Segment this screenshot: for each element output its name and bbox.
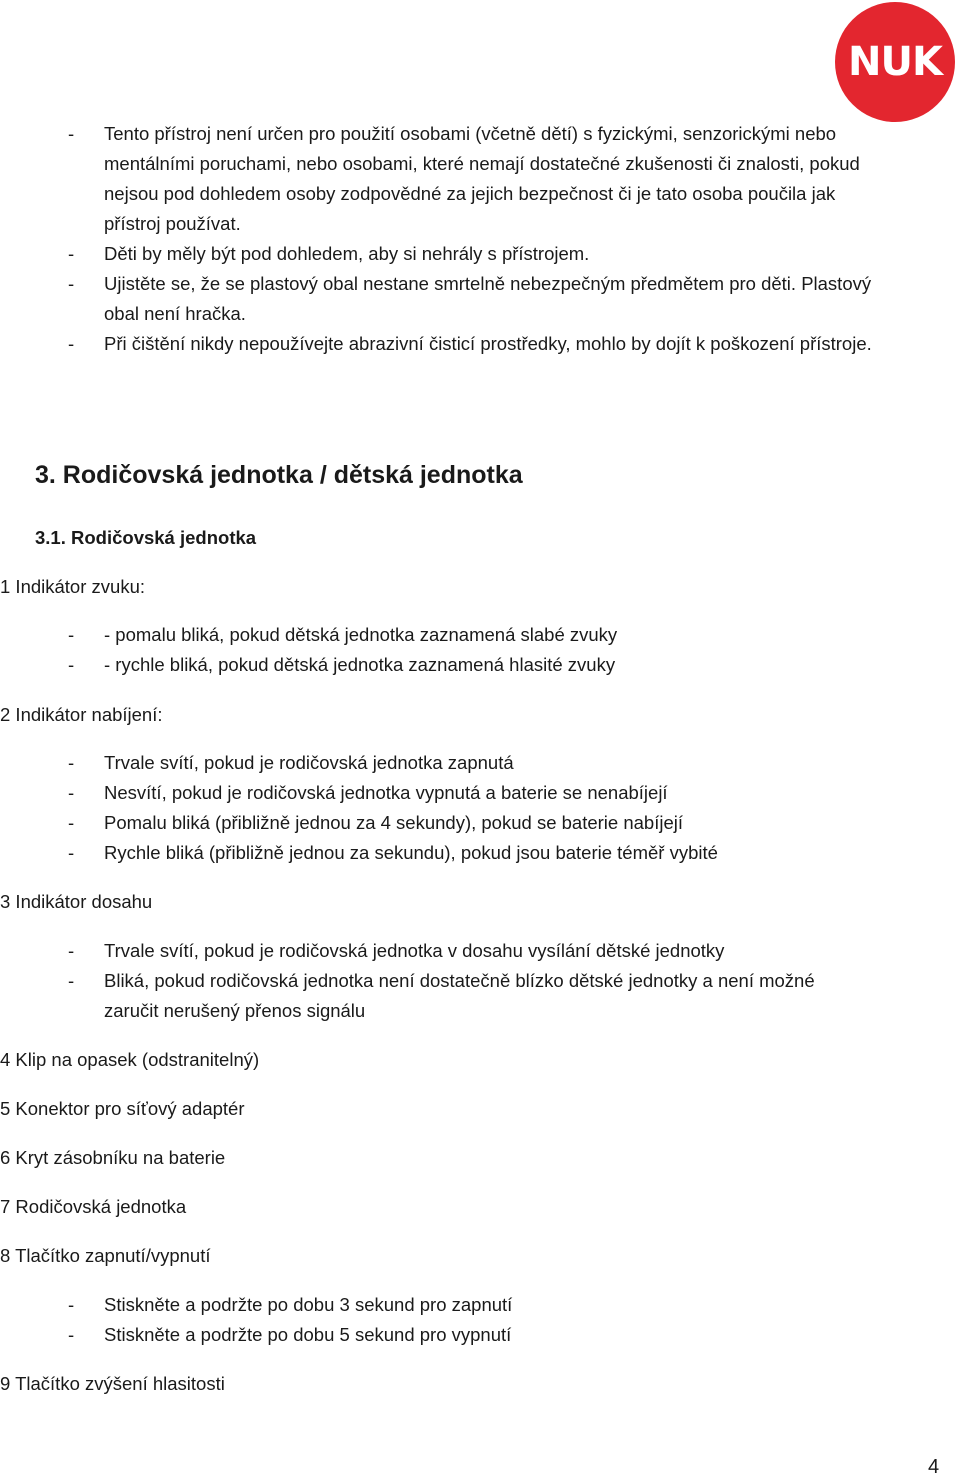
bullet-text: - pomalu bliká, pokud dětská jednotka zaznamená slabé zvuky: [104, 624, 618, 645]
bullet-dash: -: [68, 1324, 75, 1345]
bullet-text: Stiskněte a podržte po dobu 5 sekund pro vypnutí: [104, 1324, 512, 1345]
bullet-text: Rychle bliká (přibližně jednou za sekundu), pokud jsou baterie téměř vybité: [104, 842, 718, 863]
item-bullet-list: [68, 936, 868, 1026]
nuk-logo: [835, 2, 955, 122]
bullet-text: Stiskněte a podržte po dobu 3 sekund pro zapnutí: [104, 1294, 513, 1315]
list-item: [68, 936, 868, 966]
list-item: [68, 1290, 888, 1320]
list-item: [68, 1320, 888, 1350]
item-label: 9 Tlačítko zvýšení hlasitosti: [0, 1373, 225, 1394]
bullet-text: Bliká, pokud rodičovská jednotka není dostatečně blízko dětské jednotky a není možné zaručit nerušený přenos signálu: [104, 970, 815, 1021]
item-label: 5 Konektor pro síťový adaptér: [0, 1098, 245, 1119]
item-bullet-list: [68, 620, 888, 680]
bullet-text: Při čištění nikdy nepoužívejte abrazivní čisticí prostředky, mohlo by dojít k poškození přístroje.: [104, 333, 872, 354]
item-label: 7 Rodičovská jednotka: [0, 1196, 187, 1217]
list-item: [68, 966, 868, 1026]
bullet-dash: -: [68, 624, 75, 645]
list-item: [68, 329, 888, 359]
bullet-dash: -: [68, 842, 75, 863]
bullet-dash: -: [68, 812, 75, 833]
bullet-dash: -: [68, 273, 75, 294]
list-item: [68, 119, 888, 239]
bullet-text: Trvale svítí, pokud je rodičovská jednotka zapnutá: [104, 752, 514, 773]
bullet-text: - rychle bliká, pokud dětská jednotka zaznamená hlasité zvuky: [104, 654, 616, 675]
bullet-dash: -: [68, 940, 75, 961]
item-label: 3 Indikátor dosahu: [0, 891, 153, 912]
bullet-dash: -: [68, 782, 75, 803]
item-bullet-list: [68, 1290, 888, 1350]
bullet-text: Trvale svítí, pokud je rodičovská jednotka v dosahu vysílání dětské jednotky: [104, 940, 725, 961]
bullet-text: Ujistěte se, že se plastový obal nestane smrtelně nebezpečným předmětem pro děti. Plastový obal není hračka.: [104, 273, 872, 324]
item-label: 1 Indikátor zvuku:: [0, 576, 145, 597]
item-label: 8 Tlačítko zapnutí/vypnutí: [0, 1245, 211, 1266]
bullet-text: Nesvítí, pokud je rodičovská jednotka vypnutá a baterie se nenabíjejí: [104, 782, 668, 803]
bullet-dash: -: [68, 970, 75, 991]
list-item: [68, 808, 888, 838]
list-item: [68, 239, 888, 269]
logo-text: NUK: [848, 39, 942, 85]
bullet-text: Tento přístroj není určen pro použití osobami (včetně dětí) s fyzickými, senzorickými nebo mentálními poruchami, nebo osobami, které nemají dostatečné zkušenosti či znalosti, pokud nejsou pod dohledem osoby zodpovědné za jejich bezpečnost či je tato osoba poučila jak přístroj používat.: [104, 123, 860, 234]
list-item: [68, 620, 888, 650]
bullet-text: Děti by měly být pod dohledem, aby si nehrály s přístrojem.: [104, 243, 590, 264]
section-subheading: 3.1. Rodičovská jednotka: [35, 527, 257, 548]
section-heading: 3. Rodičovská jednotka / dětská jednotka: [35, 461, 523, 489]
item-label: 4 Klip na opasek (odstranitelný): [0, 1049, 260, 1070]
list-item: [68, 838, 888, 868]
item-bullet-list: [68, 748, 888, 868]
list-item: [68, 748, 888, 778]
list-item: [68, 778, 888, 808]
safety-bullet-list: [68, 119, 888, 359]
page-number: 4: [928, 1456, 940, 1478]
bullet-dash: -: [68, 123, 75, 144]
item-label: 6 Kryt zásobníku na baterie: [0, 1147, 226, 1168]
bullet-text: Pomalu bliká (přibližně jednou za 4 sekundy), pokud se baterie nabíjejí: [104, 812, 683, 833]
bullet-dash: -: [68, 752, 75, 773]
list-item: [68, 650, 888, 680]
bullet-dash: -: [68, 654, 75, 675]
bullet-dash: -: [68, 333, 75, 354]
bullet-dash: -: [68, 1294, 75, 1315]
item-label: 2 Indikátor nabíjení:: [0, 704, 163, 725]
bullet-dash: -: [68, 243, 75, 264]
list-item: [68, 269, 888, 329]
